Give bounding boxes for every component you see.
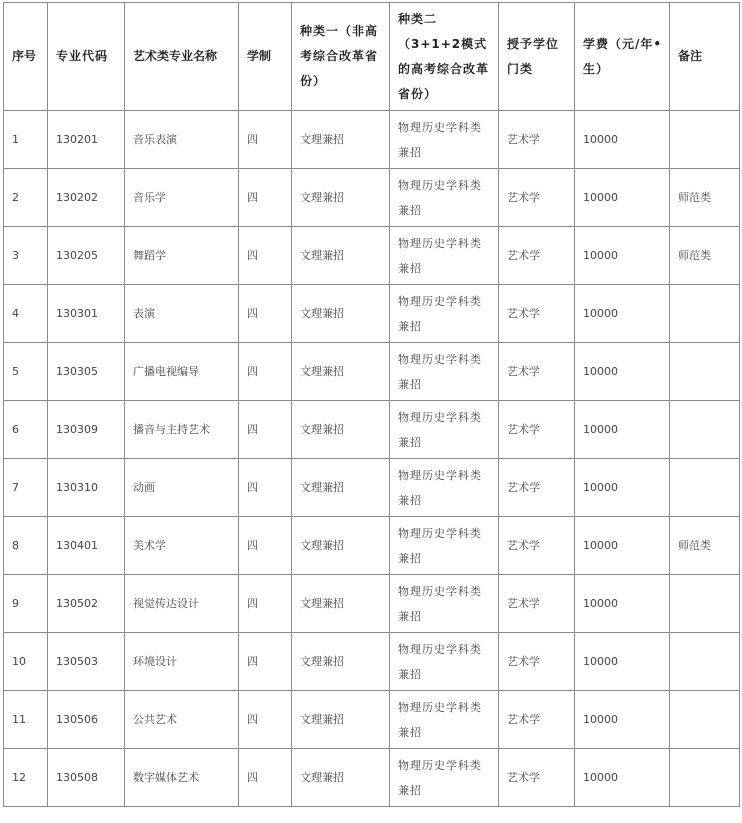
cell-seq: 12: [4, 749, 48, 807]
header-code: 专业代码: [48, 3, 125, 111]
cell-seq: 2: [4, 169, 48, 227]
cell-type2: 物理历史学科类兼招: [390, 285, 499, 343]
cell-name: 音乐表演: [125, 111, 239, 169]
table-row: [4, 343, 740, 401]
cell-duration: 四: [239, 285, 292, 343]
cell-fee: 10000: [575, 169, 670, 227]
cell-type1: 文理兼招: [292, 575, 390, 633]
cell-code: 130301: [48, 285, 125, 343]
cell-code: 130503: [48, 633, 125, 691]
cell-type2: 物理历史学科类兼招: [390, 401, 499, 459]
header-name: 艺术类专业名称: [125, 3, 239, 111]
cell-type2: 物理历史学科类兼招: [390, 691, 499, 749]
header-row: [4, 3, 740, 111]
cell-degree: 艺术学: [499, 401, 575, 459]
header-fee: 学费（元/年•生）: [575, 3, 670, 111]
cell-note: [670, 633, 740, 691]
cell-degree: 艺术学: [499, 343, 575, 401]
cell-type2: 物理历史学科类兼招: [390, 111, 499, 169]
cell-name: 美术学: [125, 517, 239, 575]
cell-type1: 文理兼招: [292, 401, 390, 459]
table-row: [4, 285, 740, 343]
cell-type1: 文理兼招: [292, 691, 390, 749]
cell-fee: 10000: [575, 401, 670, 459]
table-row: [4, 517, 740, 575]
cell-degree: 艺术学: [499, 749, 575, 807]
cell-type1: 文理兼招: [292, 459, 390, 517]
cell-fee: 10000: [575, 459, 670, 517]
cell-name: 广播电视编导: [125, 343, 239, 401]
cell-type2: 物理历史学科类兼招: [390, 343, 499, 401]
cell-code: 130508: [48, 749, 125, 807]
cell-name: 表演: [125, 285, 239, 343]
cell-type2: 物理历史学科类兼招: [390, 575, 499, 633]
cell-degree: 艺术学: [499, 575, 575, 633]
cell-type1: 文理兼招: [292, 633, 390, 691]
table-row: [4, 691, 740, 749]
cell-fee: 10000: [575, 691, 670, 749]
cell-code: 130309: [48, 401, 125, 459]
cell-type2: 物理历史学科类兼招: [390, 633, 499, 691]
cell-duration: 四: [239, 633, 292, 691]
header-note: 备注: [670, 3, 740, 111]
cell-seq: 8: [4, 517, 48, 575]
header-duration: 学制: [239, 3, 292, 111]
cell-note: 师范类: [670, 227, 740, 285]
cell-type2: 物理历史学科类兼招: [390, 459, 499, 517]
cell-degree: 艺术学: [499, 285, 575, 343]
cell-duration: 四: [239, 749, 292, 807]
cell-duration: 四: [239, 575, 292, 633]
cell-duration: 四: [239, 691, 292, 749]
art-majors-table: [3, 2, 740, 807]
cell-note: [670, 111, 740, 169]
cell-note: [670, 285, 740, 343]
table-row: [4, 749, 740, 807]
cell-code: 130205: [48, 227, 125, 285]
cell-note: [670, 401, 740, 459]
cell-type2: 物理历史学科类兼招: [390, 749, 499, 807]
cell-name: 播音与主持艺术: [125, 401, 239, 459]
cell-code: 130506: [48, 691, 125, 749]
table-row: [4, 227, 740, 285]
cell-name: 数字媒体艺术: [125, 749, 239, 807]
cell-type1: 文理兼招: [292, 169, 390, 227]
cell-note: [670, 575, 740, 633]
cell-duration: 四: [239, 227, 292, 285]
cell-fee: 10000: [575, 633, 670, 691]
cell-fee: 10000: [575, 227, 670, 285]
header-degree: 授予学位门类: [499, 3, 575, 111]
cell-seq: 3: [4, 227, 48, 285]
cell-code: 130202: [48, 169, 125, 227]
cell-fee: 10000: [575, 343, 670, 401]
cell-note: [670, 343, 740, 401]
cell-type1: 文理兼招: [292, 227, 390, 285]
table-row: [4, 401, 740, 459]
cell-note: 师范类: [670, 517, 740, 575]
cell-name: 环境设计: [125, 633, 239, 691]
cell-degree: 艺术学: [499, 111, 575, 169]
header-seq: 序号: [4, 3, 48, 111]
cell-type2: 物理历史学科类兼招: [390, 169, 499, 227]
cell-code: 130502: [48, 575, 125, 633]
cell-degree: 艺术学: [499, 633, 575, 691]
cell-fee: 10000: [575, 575, 670, 633]
cell-degree: 艺术学: [499, 227, 575, 285]
cell-seq: 4: [4, 285, 48, 343]
cell-code: 130305: [48, 343, 125, 401]
cell-degree: 艺术学: [499, 691, 575, 749]
cell-type2: 物理历史学科类兼招: [390, 227, 499, 285]
cell-degree: 艺术学: [499, 169, 575, 227]
cell-fee: 10000: [575, 285, 670, 343]
cell-seq: 7: [4, 459, 48, 517]
cell-duration: 四: [239, 169, 292, 227]
cell-name: 视觉传达设计: [125, 575, 239, 633]
cell-type1: 文理兼招: [292, 285, 390, 343]
table-row: [4, 111, 740, 169]
cell-fee: 10000: [575, 749, 670, 807]
cell-seq: 9: [4, 575, 48, 633]
cell-note: 师范类: [670, 169, 740, 227]
table-row: [4, 169, 740, 227]
cell-code: 130310: [48, 459, 125, 517]
cell-seq: 6: [4, 401, 48, 459]
cell-seq: 11: [4, 691, 48, 749]
cell-note: [670, 749, 740, 807]
cell-code: 130201: [48, 111, 125, 169]
cell-fee: 10000: [575, 111, 670, 169]
cell-note: [670, 691, 740, 749]
cell-duration: 四: [239, 343, 292, 401]
cell-duration: 四: [239, 459, 292, 517]
cell-duration: 四: [239, 401, 292, 459]
cell-seq: 5: [4, 343, 48, 401]
cell-name: 舞蹈学: [125, 227, 239, 285]
table-row: [4, 575, 740, 633]
cell-note: [670, 459, 740, 517]
cell-fee: 10000: [575, 517, 670, 575]
cell-duration: 四: [239, 111, 292, 169]
cell-type1: 文理兼招: [292, 111, 390, 169]
table-row: [4, 459, 740, 517]
cell-code: 130401: [48, 517, 125, 575]
cell-name: 动画: [125, 459, 239, 517]
cell-name: 公共艺术: [125, 691, 239, 749]
cell-seq: 10: [4, 633, 48, 691]
header-type2: 种类二（3+1+2模式的高考综合改革省份）: [390, 3, 499, 111]
cell-degree: 艺术学: [499, 459, 575, 517]
cell-degree: 艺术学: [499, 517, 575, 575]
cell-name: 音乐学: [125, 169, 239, 227]
cell-seq: 1: [4, 111, 48, 169]
cell-type2: 物理历史学科类兼招: [390, 517, 499, 575]
cell-type1: 文理兼招: [292, 343, 390, 401]
table-row: [4, 633, 740, 691]
header-type1: 种类一（非高考综合改革省份）: [292, 3, 390, 111]
cell-type1: 文理兼招: [292, 749, 390, 807]
cell-duration: 四: [239, 517, 292, 575]
cell-type1: 文理兼招: [292, 517, 390, 575]
